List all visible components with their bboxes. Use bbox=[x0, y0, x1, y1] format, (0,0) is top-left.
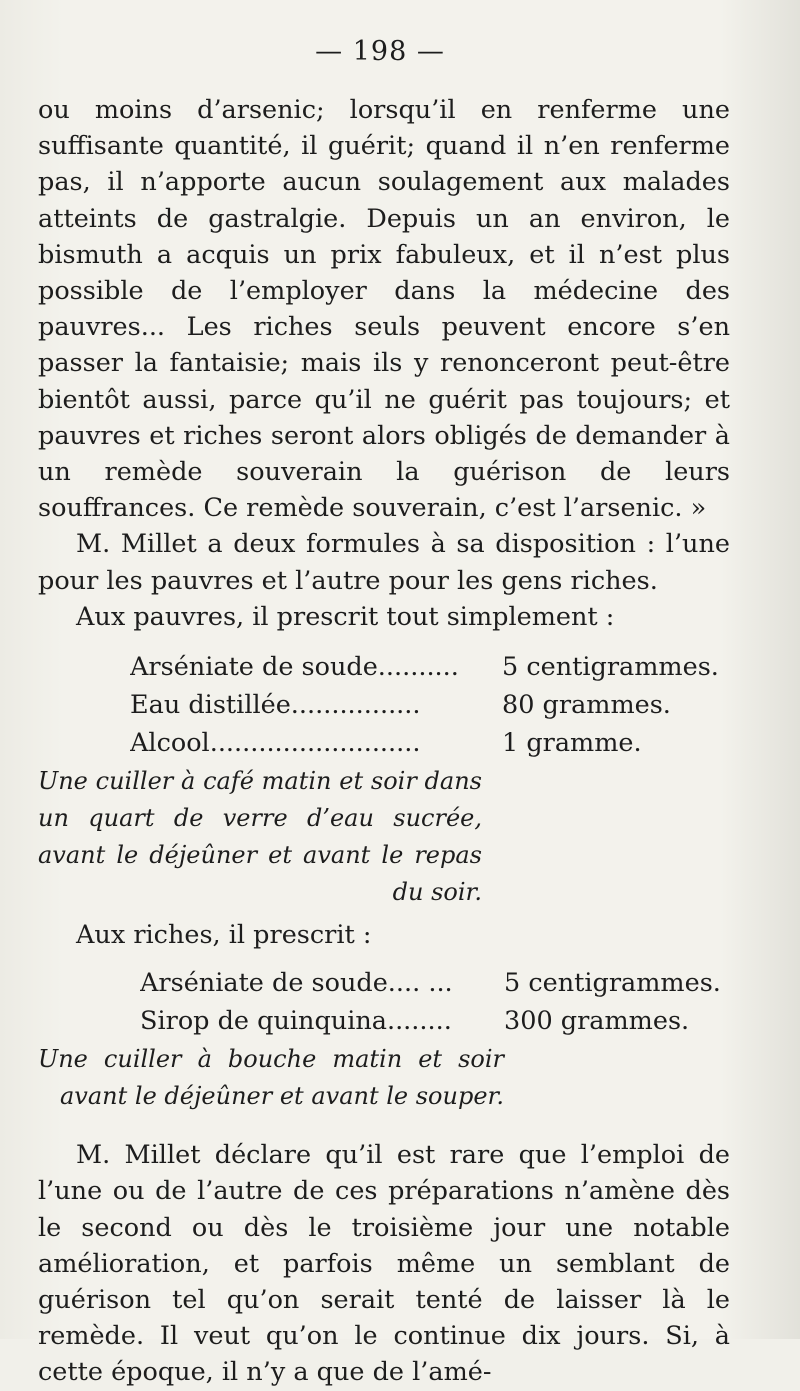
dosage-instruction-rich: Une cuiller à bouche matin et soir avant le déjeûner et avant le souper. bbox=[38, 1045, 504, 1111]
formula-row bbox=[130, 649, 730, 687]
paragraph-poor-intro: Aux pauvres, il prescrit tout simplement : bbox=[76, 601, 615, 632]
dosage-instruction-poor: Une cuiller à café matin et soir dans un quart de verre d’eau sucrée, avant le déjeûner et avant le repas du soir. bbox=[38, 767, 482, 907]
ingredient-quantity: 5 centigrammes. bbox=[504, 968, 721, 999]
ingredient-quantity: 80 grammes. bbox=[502, 690, 671, 721]
formula-row bbox=[140, 1003, 740, 1041]
page-number: — 198 — bbox=[315, 36, 445, 67]
ingredient-quantity: 5 centigrammes. bbox=[502, 652, 719, 683]
page-body bbox=[38, 92, 730, 1391]
formula-row bbox=[140, 965, 740, 1003]
ingredient-name: Arséniate de soude.......... bbox=[130, 652, 459, 683]
formula-rich bbox=[140, 965, 740, 1041]
paragraph-quote-end: ou moins d’arsenic; lorsqu’il en renferme une suffisante quantité, il guérit; quand il n’en renferme pas, il n’apporte aucun soulagement aux malades atteints de gastralgie. Depuis un an environ, le bismuth a acquis un prix fabuleux, et il n’est plus possible de l’employer dans la médecine des pauvres... Les riches seuls peuvent encore s’en passer la fantaisie; mais ils y renonceront peut-être bientôt aussi, parce qu’il ne guérit pas toujours; et pauvres et riches seront alors obligés de demander à un remède souverain la guérison de leurs souffrances. Ce remède souverain, c’est l’arsenic. » bbox=[38, 95, 730, 524]
paragraph-two-formulas: M. Millet a deux formules à sa disposition : l’une pour les pauvres et l’autre pour les gens riches. bbox=[38, 529, 730, 596]
ingredient-name: Arséniate de soude.... ... bbox=[140, 968, 453, 999]
ingredient-quantity: 1 gramme. bbox=[502, 728, 642, 759]
ingredient-name: Eau distillée................ bbox=[130, 690, 421, 721]
section-gap bbox=[38, 1115, 730, 1137]
ingredient-quantity: 300 grammes. bbox=[504, 1006, 690, 1037]
formula-poor bbox=[130, 649, 730, 763]
formula-row bbox=[130, 725, 730, 763]
formula-row bbox=[130, 687, 730, 725]
ingredient-name: Sirop de quinquina........ bbox=[140, 1006, 452, 1037]
paragraph-results: M. Millet déclare qu’il est rare que l’emploi de l’une ou de l’autre de ces préparations n’amène dès le second ou dès le troisième jour une notable amélioration, et parfois même un semblant de guérison tel qu’on serait tenté de laisser là le remède. Il veut qu’on le continue dix jours. Si, à cette époque, il n’y a que de l’amé- bbox=[38, 1140, 730, 1388]
ingredient-name: Alcool.......................... bbox=[130, 728, 421, 759]
paragraph-rich-intro: Aux riches, il prescrit : bbox=[76, 920, 372, 951]
